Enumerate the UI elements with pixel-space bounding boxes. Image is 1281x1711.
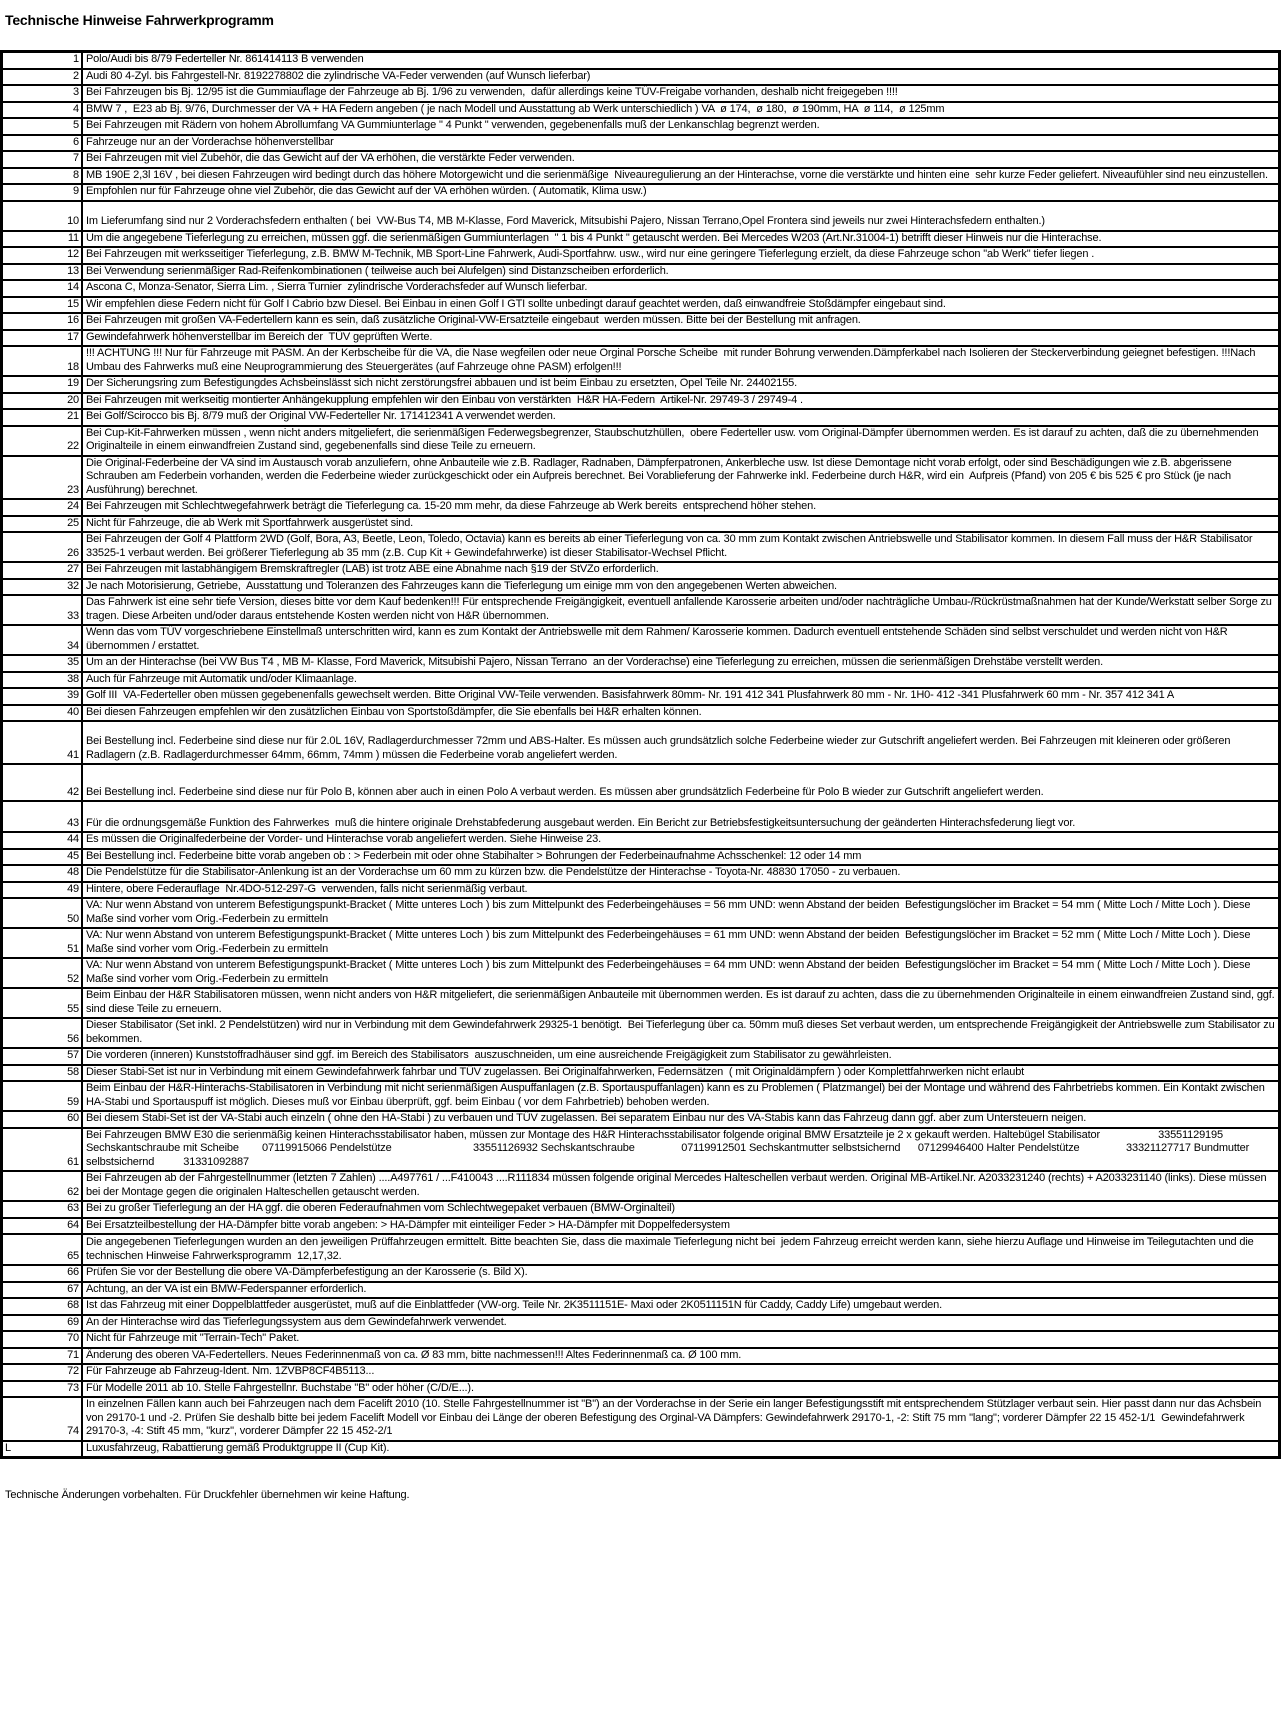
row-text: Änderung des oberen VA-Federtellers. Neues Federinnenmaß von ca. Ø 83 mm, bitte nachmessen!!! Altes Federinnenmaß ca. Ø 100 mm.: [82, 1348, 1280, 1365]
row-text: Bei Ersatzteilbestellung der HA-Dämpfer bitte vorab angeben: > HA-Dämpfer mit einteiliger Feder > HA-Dämpfer mit Doppelfedersystem: [82, 1218, 1280, 1235]
row-text: Bei Bestellung incl. Federbeine bitte vorab angeben ob : > Federbein mit oder ohne Stabihalter > Bohrungen der Federbeinaufnahme Achsschenkel: 12 oder 14 mm: [82, 849, 1280, 866]
row-number: 7: [2, 151, 83, 168]
table-row: [2, 313, 1280, 330]
row-number: 18: [2, 346, 83, 376]
table-row: [2, 705, 1280, 722]
table-row: [2, 346, 1280, 376]
row-number: 17: [2, 330, 83, 347]
row-number: 3: [2, 85, 83, 102]
row-text: Der Sicherungsring zum Befestigungdes Achsbeinslässt sich nicht zerstörungsfrei abbauen und ist beim Einbau zu ersetzten, Opel Teile Nr. 24402155.: [82, 376, 1280, 393]
table-row: [2, 1364, 1280, 1381]
row-number: 40: [2, 705, 83, 722]
table-row: [2, 499, 1280, 516]
table-row: [2, 297, 1280, 314]
table-row: [2, 958, 1280, 988]
table-row: [2, 1048, 1280, 1065]
row-number: 10: [2, 201, 83, 231]
table-row: [2, 1218, 1280, 1235]
row-number: 21: [2, 409, 83, 426]
table-row: [2, 579, 1280, 596]
table-row: [2, 1381, 1280, 1398]
row-text: Für die ordnungsgemäße Funktion des Fahrwerkes muß die hintere originale Drehstabfederung ausgebaut werden. Ein Bericht zur Betriebsfestigkeitsuntersuchung der geänderten Hinterachsfederung liegt vor.: [82, 801, 1280, 832]
table-row: [2, 1018, 1280, 1048]
row-text: Bei Fahrzeugen mit viel Zubehör, die das Gewicht auf der VA erhöhen, die verstärkte Feder verwenden.: [82, 151, 1280, 168]
row-text: Empfohlen nur für Fahrzeuge ohne viel Zubehör, die das Gewicht auf der VA erhöhen würden. ( Automatik, Klima usw.): [82, 184, 1280, 201]
row-number: 20: [2, 393, 83, 410]
row-text: Nicht für Fahrzeuge mit "Terrain-Tech" Paket.: [82, 1331, 1280, 1348]
table-row: [2, 1128, 1280, 1172]
row-text: Bei Fahrzeugen mit Rädern von hohem Abrollumfang VA Gummiunterlage " 4 Punkt " verwenden, gegebenenfalls muß der Lenkanschlag begrenzt werden.: [82, 118, 1280, 135]
row-text: Luxusfahrzeug, Rabattierung gemäß Produktgruppe II (Cup Kit).: [82, 1441, 1280, 1458]
row-number: 32: [2, 579, 83, 596]
row-number: 50: [2, 898, 83, 928]
table-row: [2, 764, 1280, 801]
row-number: 15: [2, 297, 83, 314]
row-number: 27: [2, 562, 83, 579]
row-text: Dieser Stabilisator (Set inkl. 2 Pendelstützen) wird nur in Verbindung mit dem Gewindefahrwerk 29325-1 benötigt. Bei Tieferlegung über ca. 50mm muß dieses Set verbaut werden, um entsprechende Freigängigkeit der Antriebswelle zum Stabilisator zu bekommen.: [82, 1018, 1280, 1048]
row-text: Je nach Motorisierung, Getriebe, Ausstattung und Toleranzen des Fahrzeuges kann die Tieferlegung um einige mm von den angegebenen Werten abweichen.: [82, 579, 1280, 596]
table-row: [2, 1282, 1280, 1299]
row-number: 8: [2, 168, 83, 185]
row-text: Bei diesen Fahrzeugen empfehlen wir den zusätzlichen Einbau von Sportstoßdämpfer, die Sie ebenfalls bei H&R erhalten können.: [82, 705, 1280, 722]
row-number: 6: [2, 135, 83, 152]
row-text: Auch für Fahrzeuge mit Automatik und/oder Klimaanlage.: [82, 672, 1280, 689]
row-number: 38: [2, 672, 83, 689]
page-title: Technische Hinweise Fahrwerkprogramm: [5, 12, 274, 28]
row-text: Bei Fahrzeugen ab der Fahrgestellnummer (letzten 7 Zahlen) ....A497761 / ...F410043 ....R111834 müssen folgende original Mercedes Halteschellen verbaut werden. Original MB-Artikel.Nr. A2033231240 (rechts) + A2033231140 (links). Diese müssen bei der Montage gegen die originalen Halteschellen getauscht werden.: [82, 1171, 1280, 1201]
table-row: [2, 201, 1280, 231]
table-row: [2, 168, 1280, 185]
row-number: 22: [2, 426, 83, 456]
row-number: 65: [2, 1234, 83, 1265]
table-row: [2, 1348, 1280, 1365]
row-text: Gewindefahrwerk höhenverstellbar im Bereich der TÜV geprüften Werte.: [82, 330, 1280, 347]
row-text: VA: Nur wenn Abstand von unterem Befestigungspunkt-Bracket ( Mitte unteres Loch ) bis zum Mittelpunkt des Federbeingehäuses = 56 mm UND: wenn Abstand der beiden Befestigungslöcher im Bracket = 54 mm ( Mitte Loch / Mitte Loch ). Diese Maße sind vorher vom Orig.-Federbein zu ermitteln: [82, 898, 1280, 928]
table-row: [2, 721, 1280, 764]
row-text: Bei Fahrzeugen mit großen VA-Federtellern kann es sein, daß zusätzliche Original-VW-Ersatzteile eingebaut werden müssen. Bitte bei der Bestellung mit anfragen.: [82, 313, 1280, 330]
row-text: Bei zu großer Tieferlegung an der HA ggf. die oberen Federaufnahmen vom Schlechtwegepaket verbauen (BMW-Orginalteil): [82, 1201, 1280, 1218]
row-text: Im Lieferumfang sind nur 2 Vorderachsfedern enthalten ( bei VW-Bus T4, MB M-Klasse, Ford Maverick, Mitsubishi Pajero, Nissan Terrano,Opel Frontera sind jeweils nur zwei Hinterachsfedern enthalten.): [82, 201, 1280, 231]
row-number: 68: [2, 1298, 83, 1315]
row-text: VA: Nur wenn Abstand von unterem Befestigungspunkt-Bracket ( Mitte unteres Loch ) bis zum Mittelpunkt des Federbeingehäuses = 64 mm UND: wenn Abstand der beiden Befestigungslöcher im Bracket = 54 mm ( Mitte Loch / Mitte Loch ). Diese Maße sind vorher vom Orig.-Federbein zu ermitteln: [82, 958, 1280, 988]
table-row: [2, 562, 1280, 579]
row-text: Beim Einbau der H&R-Hinterachs-Stabilisatoren in Verbindung mit nicht serienmäßigen Auspuffanlagen (z.B. Sportauspuffanlagen) kann es zu Problemen ( Platzmangel) bei der Montage und während des Fahrbetriebs kommen. Ein Kontakt zwischen HA-Stabi und Sportauspuff ist möglich. Dieses muß vor Einbau überprüft, ggf. beim Einbau ( vor dem Fahrbetrieb) behoben werden.: [82, 1081, 1280, 1111]
table-row: [2, 426, 1280, 456]
table-row: [2, 280, 1280, 297]
row-number: 70: [2, 1331, 83, 1348]
table-row: [2, 672, 1280, 689]
row-number: 56: [2, 1018, 83, 1048]
row-number: 24: [2, 499, 83, 516]
row-number: 60: [2, 1111, 83, 1128]
table-row: [2, 52, 1280, 69]
row-number: 67: [2, 1282, 83, 1299]
table-row: [2, 69, 1280, 86]
disclaimer-footer: Technische Änderungen vorbehalten. Für Druckfehler übernehmen wir keine Haftung.: [5, 1489, 410, 1501]
table-row: [2, 1171, 1280, 1201]
row-text: Achtung, an der VA ist ein BMW-Federspanner erforderlich.: [82, 1282, 1280, 1299]
row-text: BMW 7 , E23 ab Bj. 9/76, Durchmesser der VA + HA Federn angeben ( je nach Modell und Ausstattung ab Werk unterschiedlich ) VA ø 174, ø 180, ø 190mm, HA ø 114, ø 125mm: [82, 102, 1280, 119]
row-text: Prüfen Sie vor der Bestellung die obere VA-Dämpferbefestigung an der Karosserie (s. Bild X).: [82, 1265, 1280, 1282]
table-row: [2, 849, 1280, 866]
row-number: 51: [2, 928, 83, 958]
row-text: Bei Fahrzeugen mit werkseitig montierter Anhängekupplung empfehlen wir den Einbau von verstärkten H&R HA-Federn Artikel-Nr. 29749-3 / 29749-4 .: [82, 393, 1280, 410]
row-number: 63: [2, 1201, 83, 1218]
row-number: 45: [2, 849, 83, 866]
row-number: 64: [2, 1218, 83, 1235]
row-number: 34: [2, 625, 83, 655]
table-row: [2, 393, 1280, 410]
table-row: [2, 898, 1280, 928]
table-row: [2, 184, 1280, 201]
row-text: Bei Fahrzeugen der Golf 4 Plattform 2WD (Golf, Bora, A3, Beetle, Leon, Toledo, Octavia) kann es bereits ab einer Tieferlegung von ca. 30 mm zum Kontakt zwischen Antriebswelle und Stabilisator kommen. In diesem Fall muss der H&R Stabilisator 33525-1 verbaut werden. Bei größerer Tieferlegung ab 35 mm (z.B. Cup Kit + Gewindefahrwerke) ist dieser Stabilisator-Wechsel Pflicht.: [82, 532, 1280, 562]
row-text: MB 190E 2,3l 16V , bei diesen Fahrzeugen wird bedingt durch das höhere Motorgewicht und die serienmäßige Niveauregulierung an der Hinterachse, vorne die verstärkte und hinten eine sehr kurze Feder geliefert. Niveaufühler sind neu einzustellen.: [82, 168, 1280, 185]
row-text: Die angegebenen Tieferlegungen wurden an den jeweiligen Prüffahrzeugen ermittelt. Bitte beachten Sie, dass die maximale Tieferlegung nicht bei jedem Fahrzeug erreicht werden kann, siehe hierzu Auflage und Hinweise im Teilegutachten und die technischen Hinweise Fahrwerksprogramm 12,17,32.: [82, 1234, 1280, 1265]
row-number: 66: [2, 1265, 83, 1282]
table-row: [2, 1315, 1280, 1332]
row-text: Ist das Fahrzeug mit einer Doppelblattfeder ausgerüstet, muß auf die Einblattfeder (VW-org. Teile Nr. 2K3511151E- Maxi oder 2K0511151N für Caddy, Caddy Life) umgebaut werden.: [82, 1298, 1280, 1315]
table-row: [2, 264, 1280, 281]
row-text: Um an der Hinterachse (bei VW Bus T4 , MB M- Klasse, Ford Maverick, Mitsubishi Pajero, Nissan Terrano an der Vorderachse) eine Tieferlegung zu erreichen, müssen die serienmäßigen Drehstäbe verstellt werden.: [82, 655, 1280, 672]
row-number: 9: [2, 184, 83, 201]
table-row: [2, 330, 1280, 347]
row-number: 62: [2, 1171, 83, 1201]
row-number: 43: [2, 801, 83, 832]
table-row: [2, 1081, 1280, 1111]
table-row: [2, 595, 1280, 625]
row-text: Polo/Audi bis 8/79 Federteller Nr. 861414113 B verwenden: [82, 52, 1280, 69]
row-text: Hintere, obere Federauflage Nr.4DO-512-297-G verwenden, falls nicht serienmäßig verbaut.: [82, 882, 1280, 899]
table-row: [2, 865, 1280, 882]
table-row: [2, 928, 1280, 958]
row-text: An der Hinterachse wird das Tieferlegungssystem aus dem Gewindefahrwerk verwendet.: [82, 1315, 1280, 1332]
technical-notes-table: [0, 50, 1281, 1459]
table-row: [2, 1331, 1280, 1348]
row-number: 14: [2, 280, 83, 297]
row-text: Um die angegebene Tieferlegung zu erreichen, müssen ggf. die serienmäßigen Gummiunterlagen " 1 bis 4 Punkt " getauscht werden. Bei Mercedes W203 (Art.Nr.31004-1) betrifft dieser Hinweis nur die Hinterachse.: [82, 231, 1280, 248]
table-row: [2, 409, 1280, 426]
row-text: Für Fahrzeuge ab Fahrzeug-Ident. Nm. 1ZVBP8CF4B5113...: [82, 1364, 1280, 1381]
row-number: 16: [2, 313, 83, 330]
row-text: VA: Nur wenn Abstand von unterem Befestigungspunkt-Bracket ( Mitte unteres Loch ) bis zum Mittelpunkt des Federbeingehäuses = 61 mm UND: wenn Abstand der beiden Befestigungslöcher im Bracket = 52 mm ( Mitte Loch / Mitte Loch ). Diese Maße sind vorher vom Orig.-Federbein zu ermitteln: [82, 928, 1280, 958]
row-number: 71: [2, 1348, 83, 1365]
table-row: [2, 151, 1280, 168]
table-row: [2, 1201, 1280, 1218]
row-number: 72: [2, 1364, 83, 1381]
row-text: Bei Verwendung serienmäßiger Rad-Reifenkombinationen ( teilweise auch bei Alufelgen) sind Distanzscheiben erforderlich.: [82, 264, 1280, 281]
row-number: 61: [2, 1128, 83, 1172]
table-row: [2, 247, 1280, 264]
row-number: 19: [2, 376, 83, 393]
row-number: 39: [2, 688, 83, 705]
row-text: Dieser Stabi-Set ist nur in Verbindung mit einem Gewindefahrwerk fahrbar und TÜV zugelassen. Bei Originalfahrwerken, Federnsätzen ( mit Originaldämpfern ) oder Komplettfahrwerken nicht erlaubt: [82, 1065, 1280, 1082]
row-text: Wenn das vom TÜV vorgeschriebene Einstellmaß unterschritten wird, kann es zum Kontakt der Antriebswelle mit dem Rahmen/ Karosserie kommen. Dadurch eventuell entstehende Schäden sind selbst verschuldet und werden nicht von H&R übernommen / erstattet.: [82, 625, 1280, 655]
row-number: 26: [2, 532, 83, 562]
row-number: 52: [2, 958, 83, 988]
row-number: 35: [2, 655, 83, 672]
row-number: 44: [2, 832, 83, 849]
row-number: 1: [2, 52, 83, 69]
table-row: [2, 1234, 1280, 1265]
table-row: [2, 1298, 1280, 1315]
row-text: Bei Fahrzeugen mit Schlechtwegefahrwerk beträgt die Tieferlegung ca. 15-20 mm mehr, da diese Fahrzeuge ab Werk bereits entsprechend höher stehen.: [82, 499, 1280, 516]
row-number: 73: [2, 1381, 83, 1398]
row-text: Bei Fahrzeugen bis Bj. 12/95 ist die Gummiauflage der Fahrzeuge ab Bj. 1/96 zu verwenden, dafür allerdings keine TÜV-Freigabe vorhanden, deshalb nicht freigegeben !!!!: [82, 85, 1280, 102]
row-text: Die Pendelstütze für die Stabilisator-Anlenkung ist an der Vorderachse um 60 mm zu kürzen bzw. die Pendelstütze der Hinterachse - Toyota-Nr. 48830 17050 - zu verbauen.: [82, 865, 1280, 882]
table-row: [2, 532, 1280, 562]
row-number: 48: [2, 865, 83, 882]
row-number: 25: [2, 516, 83, 533]
row-text: !!! ACHTUNG !!! Nur für Fahrzeuge mit PASM. An der Kerbscheibe für die VA, die Nase wegfeilen oder neue Orginal Porsche Scheibe mit runder Bohrung verwenden.Dämpferkabel nach Isolieren der Steckerverbindung geiegnet befestigen. !!!Nach Umbau des Fahrwerks muß eine Neuprogrammierung des Steuergerätes (auf Fahrzeuge ohne PASM) erfolgen!!!: [82, 346, 1280, 376]
row-number: 23: [2, 456, 83, 500]
table-row: [2, 625, 1280, 655]
table-row: [2, 456, 1280, 500]
table-row: [2, 1397, 1280, 1441]
row-number: 58: [2, 1065, 83, 1082]
row-number: 4: [2, 102, 83, 119]
row-text: Audi 80 4-Zyl. bis Fahrgestell-Nr. 8192278802 die zylindrische VA-Feder verwenden (auf Wunsch lieferbar): [82, 69, 1280, 86]
row-text: Bei Cup-Kit-Fahrwerken müssen , wenn nicht anders mitgeliefert, die serienmäßigen Federwegsbegrenzer, Staubschutzhüllen, obere Federteller usw. vom Original-Dämpfer übernommen werden. Es ist darauf zu achten, daß die zu übernehmenden Originalteile in einem einwandfreien Zustand sind, gegebenenfalls sind diese Teile zu erneuern.: [82, 426, 1280, 456]
row-text: Bei Golf/Scirocco bis Bj. 8/79 muß der Original VW-Federteller Nr. 171412341 A verwendet werden.: [82, 409, 1280, 426]
row-number: 5: [2, 118, 83, 135]
row-number: 13: [2, 264, 83, 281]
row-text: Bei Fahrzeugen mit werksseitiger Tieferlegung, z.B. BMW M-Technik, MB Sport-Line Fahrwerk, Audi-Sportfahrw. usw., wird nur eine geringere Tieferlegung erzielt, da diese Fahrzeuge schon "ab Werk" tiefer liegen .: [82, 247, 1280, 264]
row-number: 42: [2, 764, 83, 801]
row-text: Golf III VA-Federteller oben müssen gegebenenfalls gewechselt werden. Bitte Original VW-Teile verwenden. Basisfahrwerk 80mm- Nr. 191 412 341 Plusfahrwerk 80 mm - Nr. 1H0- 412 -341 Plusfahrwerk 60 mm - Nr. 357 412 341 A: [82, 688, 1280, 705]
row-number: 41: [2, 721, 83, 764]
table-row: [2, 882, 1280, 899]
row-text: Das Fahrwerk ist eine sehr tiefe Version, dieses bitte vor dem Kauf bedenken!!! Für entsprechende Freigängigkeit, eventuell anfallende Karosserie arbeiten und/oder nachträgliche Umbau-/Rückrüstmaßnahmen hat der Kunde/Werkstatt selber Sorge zu tragen. Diese Arbeiten und/oder daraus entstehende Kosten werden nicht von H&R übernommen.: [82, 595, 1280, 625]
table-row: [2, 1111, 1280, 1128]
table-row: [2, 118, 1280, 135]
table-row: [2, 1265, 1280, 1282]
table-row: [2, 516, 1280, 533]
row-text: Die Original-Federbeine der VA sind im Austausch vorab anzuliefern, ohne Anbauteile wie z.B. Radlager, Radnaben, Dämpferpatronen, Ankerbleche usw. Ist diese Demontage nicht vorab erfolgt, oder sind Beschädigungen wie z.B. abgerissene Schrauben am Federbein vorhanden, werden die Federbeine wieder zurückgeschickt oder ein Aufpreis berechnet. Bei Vorablieferung der Fahrwerke inkl. Federbeine durch H&R, wird ein Aufpreis (Pfand) von 205 € bis 525 € pro Stück (je nach Ausführung) berechnet.: [82, 456, 1280, 500]
row-text: Bei Bestellung incl. Federbeine sind diese nur für 2.0L 16V, Radlagerdurchmesser 72mm und ABS-Halter. Es müssen auch grundsätzlich solche Federbeine wieder zur Gutschrift angeliefert werden. Bei Fahrzeugen mit kleineren oder größeren Radlagern (z.B. Radlagerdurchmesser 64mm, 66mm, 74mm ) müssen die Federbeine vorab angeliefert werden.: [82, 721, 1280, 764]
row-number: 69: [2, 1315, 83, 1332]
row-number: 2: [2, 69, 83, 86]
table-row: [2, 135, 1280, 152]
row-number: 49: [2, 882, 83, 899]
row-text: Bei Bestellung incl. Federbeine sind diese nur für Polo B, können aber auch in einen Polo A verbaut werden. Es müssen aber grundsätzlich Federbeine für Polo B wieder zur Gutschrift angeliefert werden.: [82, 764, 1280, 801]
row-number: L: [2, 1441, 83, 1458]
row-text: In einzelnen Fällen kann auch bei Fahrzeugen nach dem Facelift 2010 (10. Stelle Fahrgestellnummer ist "B") an der Vorderachse in der Serie ein langer Befestigungsstift mit entsprechendem Stützlager verbaut sein. Hier passt dann nur das Achsbein von 29170-1 und -2. Prüfen Sie deshalb bitte bei jedem Facelift Modell vor Einbau dei Länge der oberen Befestigung des Orginal-VA Dämpfers: Gewindefahrwerk 29170-1, -2: Stift 75 mm "lang"; vorderer Dämpfer 22 15 452-1/1 Gewindefahrwerk 29170-3, -4: Stift 45 mm, "kurz", vorderer Dämpfer 22 15 452-2/1: [82, 1397, 1280, 1441]
table-row: [2, 688, 1280, 705]
row-number: 33: [2, 595, 83, 625]
row-text: Nicht für Fahrzeuge, die ab Werk mit Sportfahrwerk ausgerüstet sind.: [82, 516, 1280, 533]
row-text: Bei diesem Stabi-Set ist der VA-Stabi auch einzeln ( ohne den HA-Stabi ) zu verbauen und TÜV zugelassen. Bei separatem Einbau nur des VA-Stabis kann das Fahrzeug dann ggf. aber zum Untersteuern neigen.: [82, 1111, 1280, 1128]
table-row: [2, 376, 1280, 393]
row-number: 57: [2, 1048, 83, 1065]
table-row: [2, 1441, 1280, 1458]
table-row: [2, 801, 1280, 832]
notes-table-body: [2, 52, 1280, 1458]
table-row: [2, 988, 1280, 1018]
table-row: [2, 655, 1280, 672]
row-number: 55: [2, 988, 83, 1018]
table-row: [2, 102, 1280, 119]
row-text: Bei Fahrzeugen mit lastabhängigem Bremskraftregler (LAB) ist trotz ABE eine Abnahme nach §19 der StVZo erforderlich.: [82, 562, 1280, 579]
row-text: Beim Einbau der H&R Stabilisatoren müssen, wenn nicht anders von H&R mitgeliefert, die serienmäßigen Anbauteile mit übernommen werden. Es ist darauf zu achten, dass die zu übernehmenden Originalteile in einem einwandfreien Zustand sind, ggf. sind diese Teile zu erneuern.: [82, 988, 1280, 1018]
row-number: 59: [2, 1081, 83, 1111]
row-text: Es müssen die Originalfederbeine der Vorder- und Hinterachse vorab angeliefert werden. Siehe Hinweise 23.: [82, 832, 1280, 849]
table-row: [2, 231, 1280, 248]
row-number: 74: [2, 1397, 83, 1441]
table-row: [2, 832, 1280, 849]
row-text: Wir empfehlen diese Federn nicht für Golf I Cabrio bzw Diesel. Bei Einbau in einen Golf I GTI sollte unbedingt darauf geachtet werden, daß einwandfreie Stoßdämpfer eingebaut sind.: [82, 297, 1280, 314]
row-text: Ascona C, Monza-Senator, Sierra Lim. , Sierra Turnier zylindrische Vorderachsfeder auf Wunsch lieferbar.: [82, 280, 1280, 297]
row-text: Für Modelle 2011 ab 10. Stelle Fahrgestellnr. Buchstabe "B" oder höher (C/D/E...).: [82, 1381, 1280, 1398]
row-text: Bei Fahrzeugen BMW E30 die serienmäßig keinen Hinterachsstabilisator haben, müssen zur Montage des H&R Hinterachsstabilisator folgende original BMW Ersatzteile je 2 x gekauft werden. Haltebügel Stabilisator 33551129195 Sechskantschraube mit Scheibe 07119915066 Pendelstütze 33551126932 Sechskantschraube 07119912501 Sechskantmutter selbstsichernd 07129946400 Halter Pendelstütze 33321127717 Bundmutter selbstsichernd 31331092887: [82, 1128, 1280, 1172]
table-row: [2, 85, 1280, 102]
table-row: [2, 1065, 1280, 1082]
row-number: 11: [2, 231, 83, 248]
row-text: Fahrzeuge nur an der Vorderachse höhenverstellbar: [82, 135, 1280, 152]
row-number: 12: [2, 247, 83, 264]
row-text: Die vorderen (inneren) Kunststoffradhäuser sind ggf. im Bereich des Stabilisators auszuschneiden, um eine ausreichende Freigägigkeit zum Stabilisator zu gewährleisten.: [82, 1048, 1280, 1065]
